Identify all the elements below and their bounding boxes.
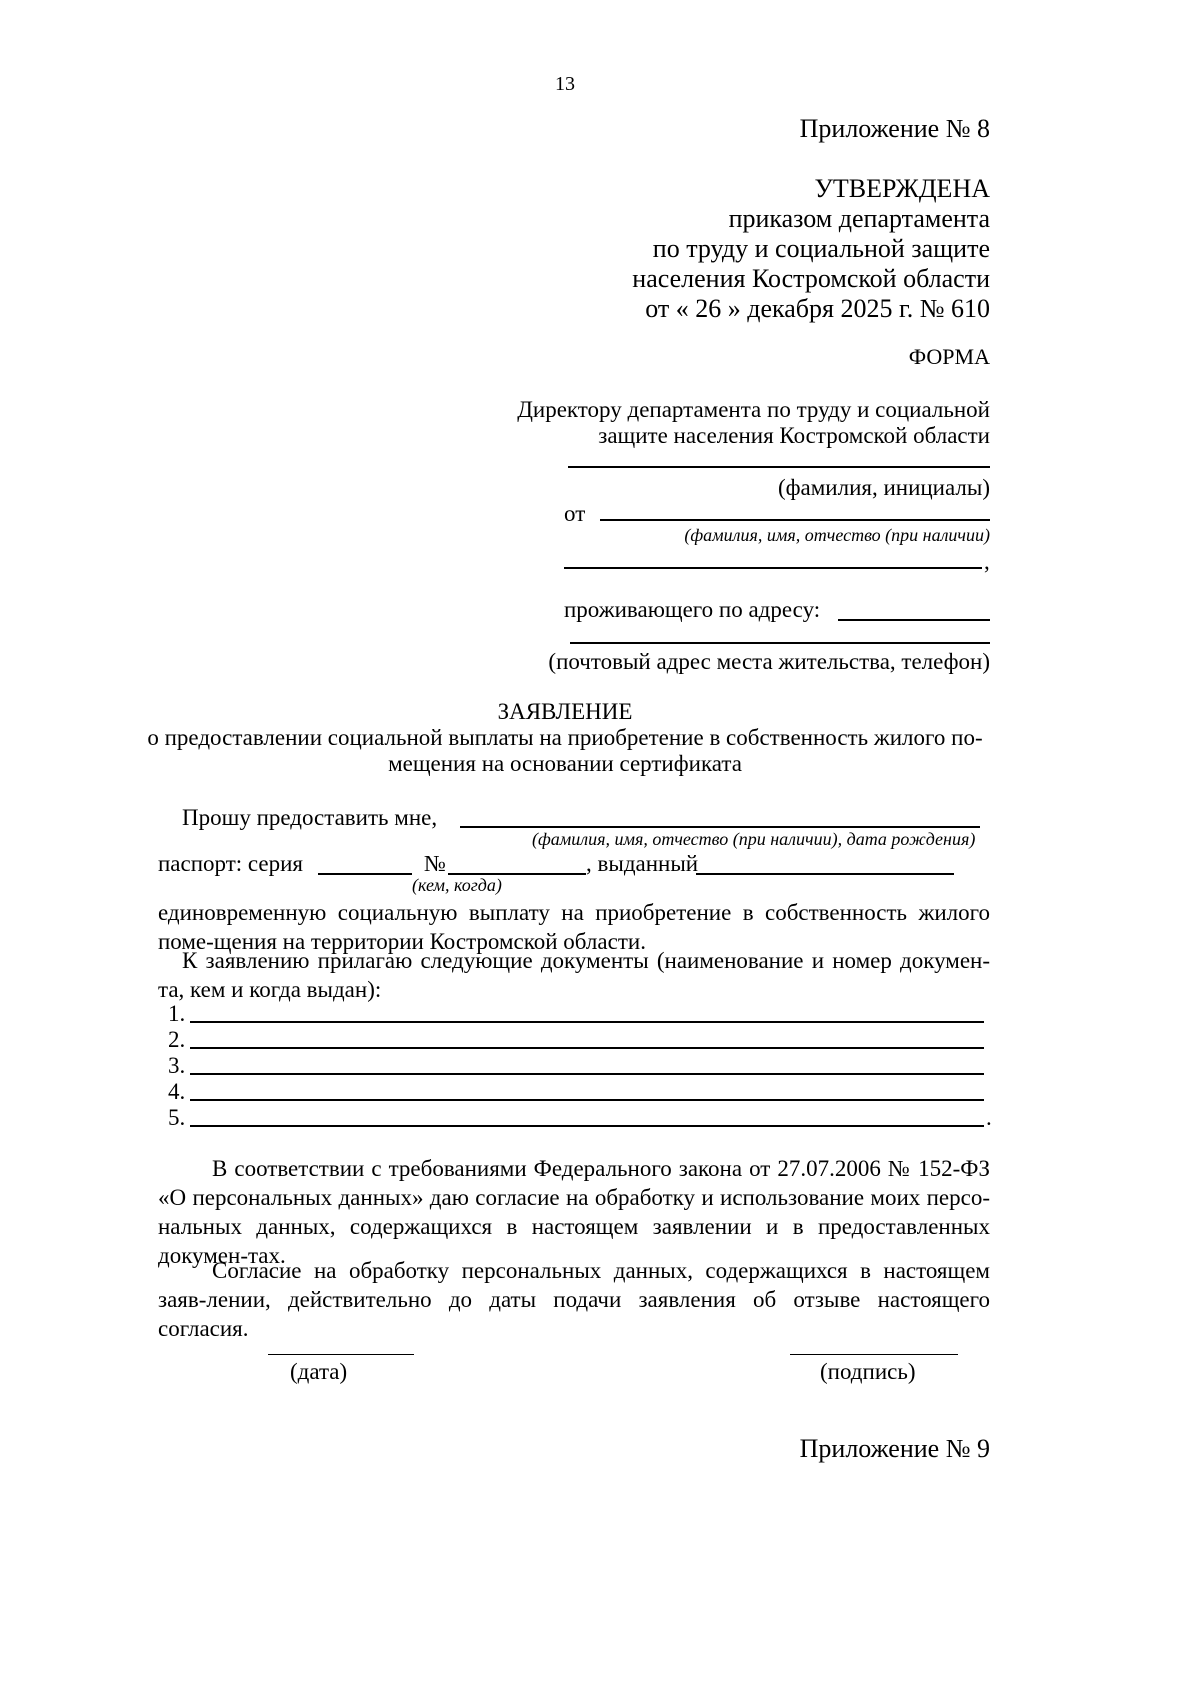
address-hint: (почтовый адрес места жительства, телефон) (548, 649, 990, 674)
person-field[interactable] (460, 826, 980, 828)
page-number: 13 (555, 73, 575, 95)
appendix-number: Приложение № 8 (799, 114, 990, 143)
applicant-name-field-2[interactable] (564, 567, 982, 569)
request-label: Прошу предоставить мне, (182, 805, 438, 830)
attachment-field-1[interactable] (190, 1021, 984, 1023)
passport-series-field[interactable] (318, 873, 412, 875)
issued-label: , выданный (586, 851, 699, 876)
director-name-field[interactable] (568, 466, 990, 468)
approval-heading: УТВЕРЖДЕНА (814, 174, 990, 203)
passport-issued-field[interactable] (696, 873, 954, 875)
approval-line: приказом департамента (728, 204, 990, 233)
next-appendix-number: Приложение № 9 (799, 1434, 990, 1463)
attachment-field-2[interactable] (190, 1047, 984, 1049)
consent-paragraph: В соответствии с требованиями Федерального закона от 27.07.2006 № 152-ФЗ «О персональных данных» даю согласие на обработку и использование моих персо-нальных данных, содержащихся в настоящем заявлении и в предоставленных докумен-тах. (158, 1156, 990, 1268)
statement-subtitle: мещения на основании сертификата (388, 751, 742, 776)
address-label: проживающего по адресу: (564, 597, 821, 622)
person-hint: (фамилия, имя, отчество (при наличии), дата рождения) (532, 829, 976, 849)
attachment-number: 3. (168, 1053, 186, 1078)
statement-subtitle: о предоставлении социальной выплаты на приобретение в собственность жилого по- (147, 725, 983, 750)
approval-line: по труду и социальной защите (652, 234, 990, 263)
attachment-field-5[interactable] (190, 1125, 984, 1127)
form-label: ФОРМА (908, 344, 990, 369)
attachment-number: 5. (168, 1105, 186, 1130)
address-field[interactable] (838, 619, 990, 621)
number-label: № (424, 851, 446, 876)
payment-paragraph: единовременную социальную выплату на приобретение в собственность жилого поме-щения на территории Костромской области. (158, 900, 990, 954)
approval-line: населения Костромской области (632, 264, 990, 293)
attachment-field-4[interactable] (190, 1099, 984, 1101)
applicant-name-hint: (фамилия, имя, отчество (при наличии) (684, 525, 990, 545)
signature-field[interactable] (790, 1354, 958, 1355)
comma: , (984, 549, 990, 574)
attachment-number: 2. (168, 1027, 186, 1052)
consent-validity-paragraph: Согласие на обработку персональных данных, содержащихся в настоящем заяв-лении, действительно до даты подачи заявления об отзыве настоящего согласия. (158, 1258, 990, 1341)
addressee-line: защите населения Костромской области (598, 423, 990, 448)
date-field[interactable] (268, 1354, 414, 1355)
addressee-line: Директору департамента по труду и социальной (517, 397, 990, 422)
final-dot: . (986, 1105, 992, 1130)
date-label: (дата) (290, 1359, 348, 1384)
from-label: от (564, 501, 586, 526)
address-field-2[interactable] (570, 642, 990, 644)
signature-label: (подпись) (820, 1359, 916, 1384)
attachment-number: 4. (168, 1079, 186, 1104)
statement-title: ЗАЯВЛЕНИЕ (497, 699, 633, 724)
passport-label: паспорт: серия (158, 851, 304, 876)
applicant-name-field[interactable] (600, 519, 990, 521)
attachment-number: 1. (168, 1001, 186, 1026)
attachments-paragraph: К заявлению прилагаю следующие документы (наименование и номер докумен-та, кем и когда выдан): (158, 948, 990, 1002)
attachment-field-3[interactable] (190, 1073, 984, 1075)
director-name-hint: (фамилия, инициалы) (777, 475, 990, 500)
approval-order-line: от « 26 » декабря 2025 г. № 610 (645, 294, 990, 323)
issued-hint: (кем, когда) (412, 875, 502, 895)
